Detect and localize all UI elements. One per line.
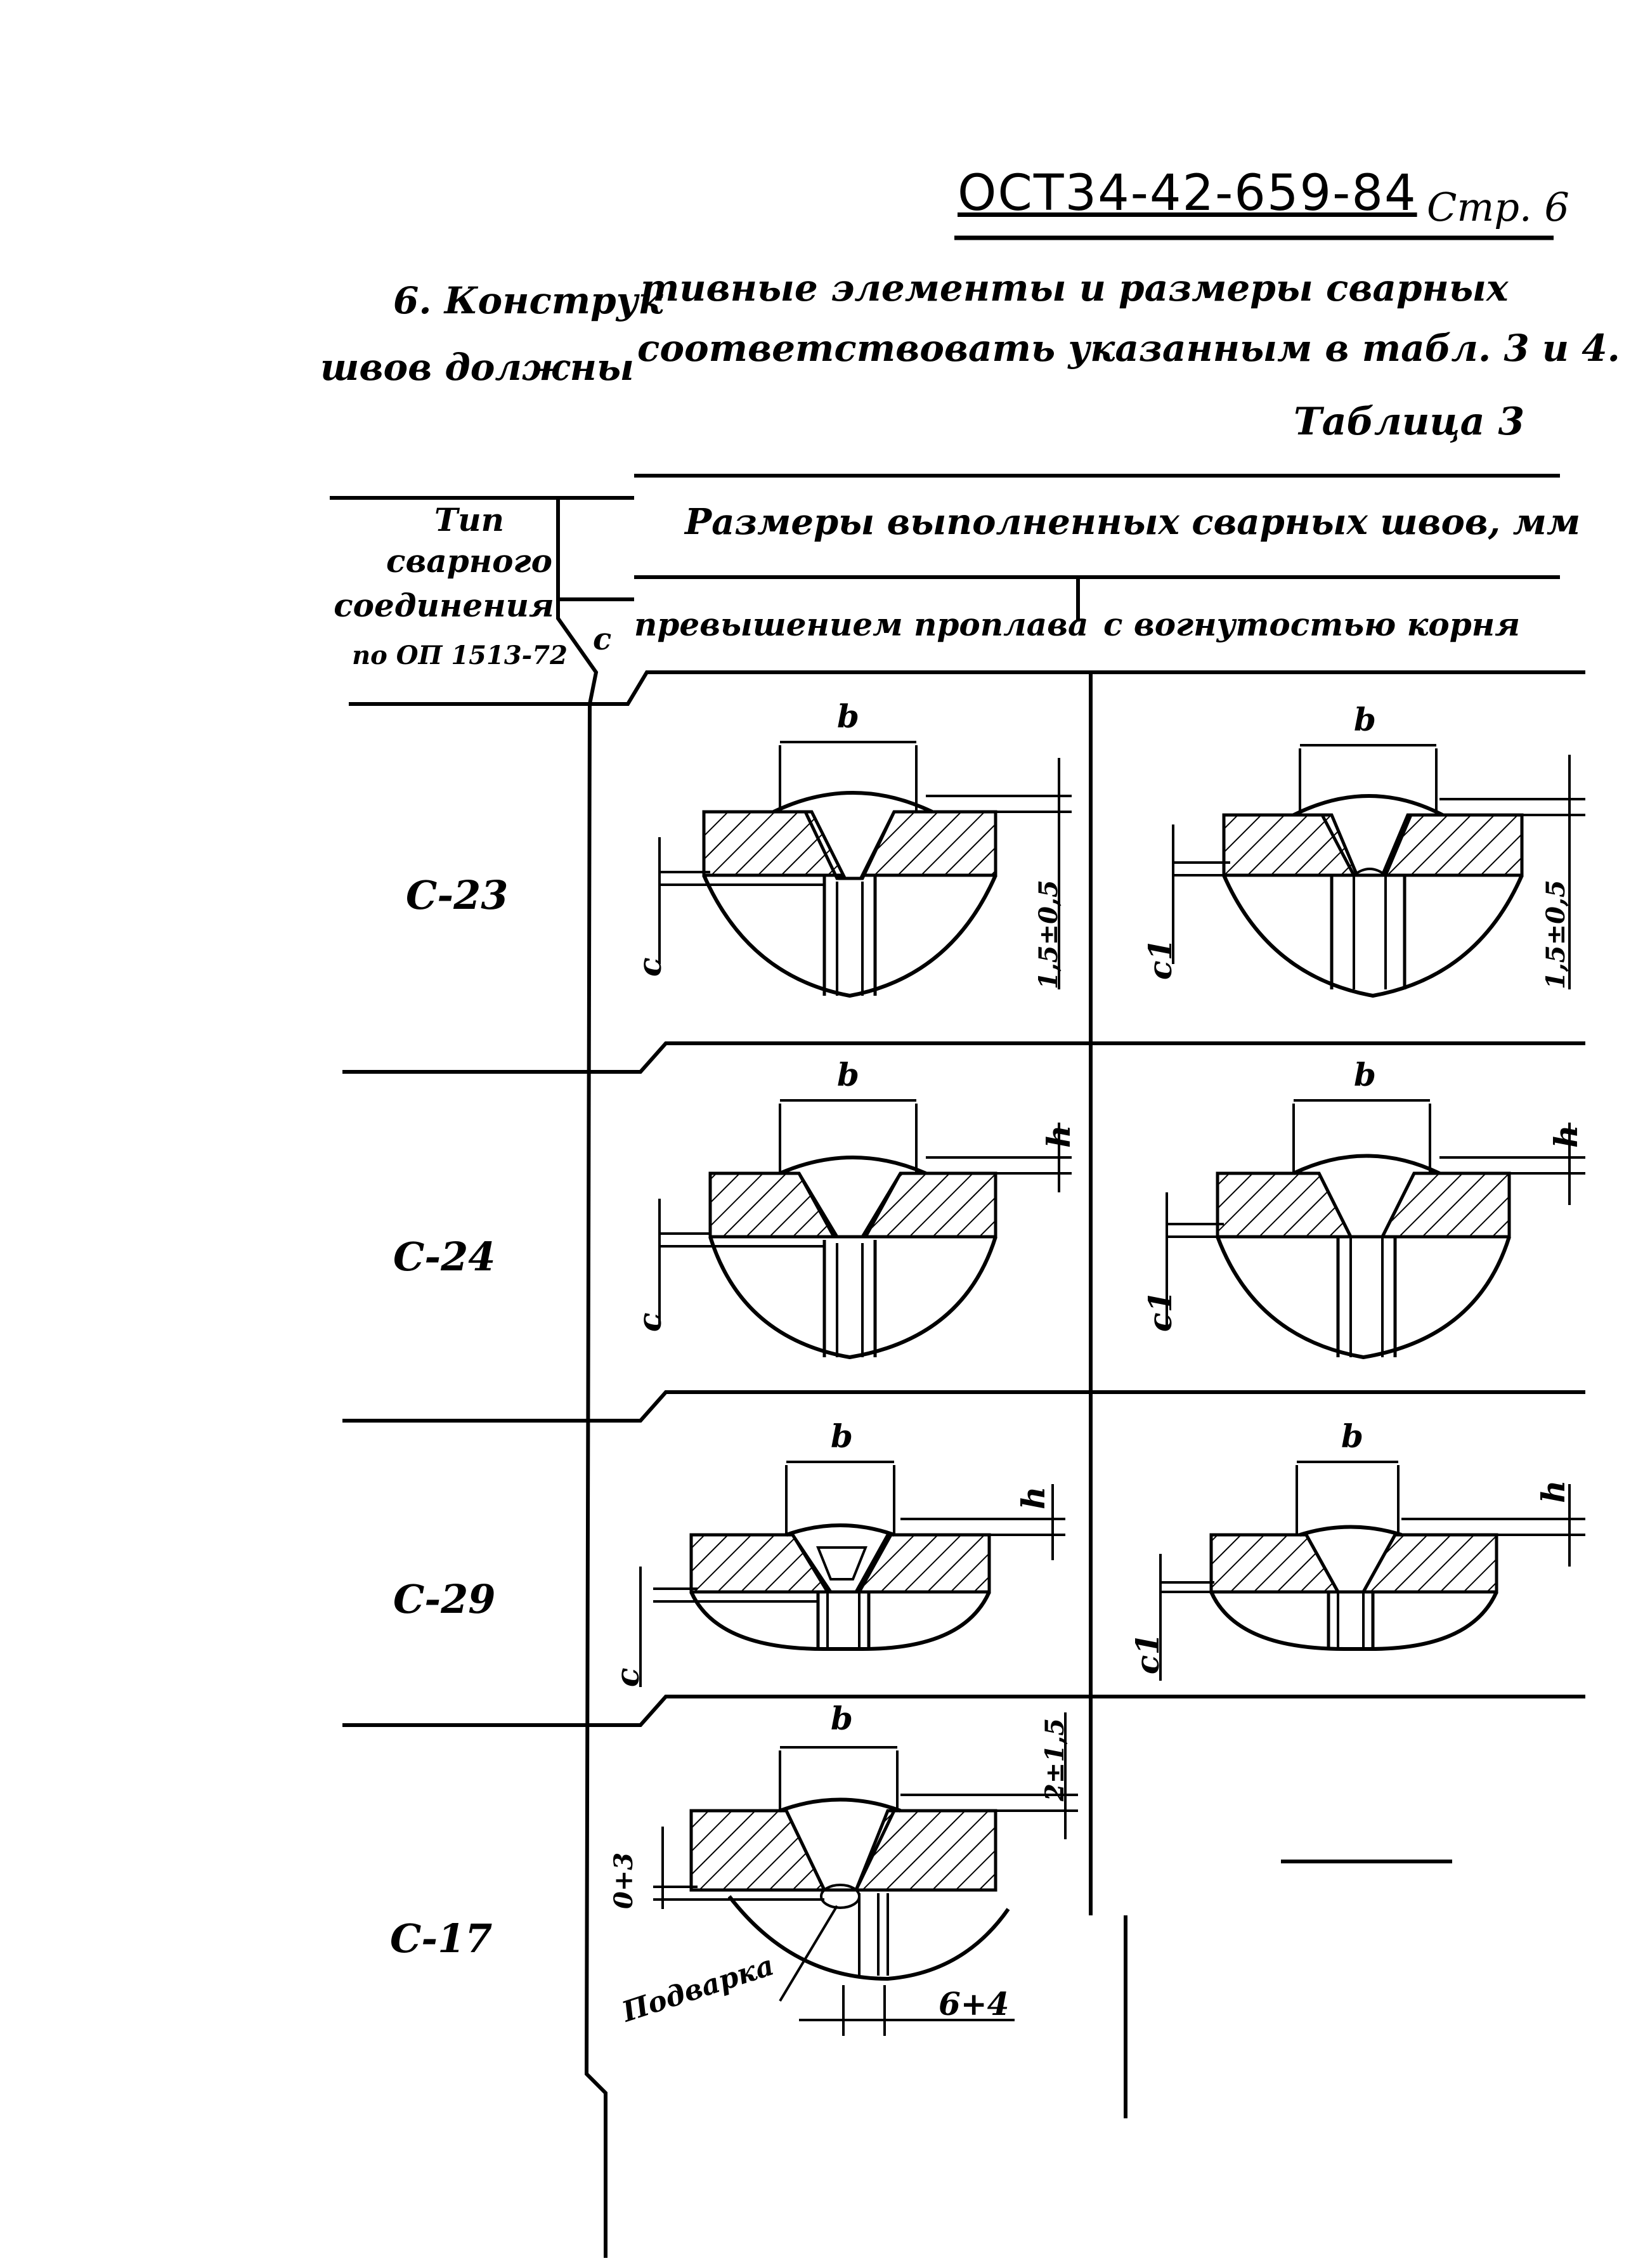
- paragraph-line2-left: швов должны: [320, 346, 634, 389]
- dim-c-c29: c: [609, 1667, 646, 1687]
- row-type-c29: С-29: [393, 1576, 496, 1622]
- dim-b-c23-left: b: [837, 698, 859, 735]
- dim-h-c24-left: h: [1040, 1124, 1077, 1148]
- sub-header-left-prefix: с: [593, 622, 612, 657]
- sub-header-right: с вогнутостью корня: [1103, 606, 1520, 643]
- weld-drawing-c24-left: [659, 1100, 1072, 1357]
- col-type-header-line2: сварного: [386, 542, 552, 580]
- col-type-header-line4: по ОП 1513-72: [352, 641, 568, 670]
- podvarka-label: Подварка: [618, 1949, 778, 2029]
- dim-h-c29-right: h: [1535, 1480, 1572, 1503]
- dim-b-c24-right: b: [1354, 1056, 1376, 1093]
- row-type-c17: С-17: [390, 1915, 493, 1962]
- dim-h-c29-left: h: [1015, 1486, 1052, 1509]
- dim-b-c29-right: b: [1341, 1418, 1363, 1455]
- weld-drawing-c24-right: [1167, 1100, 1585, 1357]
- document-code: ОСТ34-42-659-84: [958, 165, 1417, 222]
- weld-drawing-c23-right: [1173, 745, 1585, 996]
- dim-h-c24-right: h: [1547, 1124, 1585, 1148]
- dim-c1-c29: c1: [1129, 1633, 1166, 1674]
- col-type-header-line3: соединения: [334, 587, 554, 624]
- dim-c-c23: c: [631, 957, 668, 977]
- dim-b-c17-left: b: [831, 1700, 853, 1737]
- dim-tol-c23-right: 1,5±0,5: [1541, 880, 1571, 989]
- sub-header-left: превышением проплава: [634, 606, 1089, 643]
- dim-tol-c17-left: 2±1,5: [1040, 1718, 1070, 1801]
- paragraph-line2-right: соответствовать указанным в табл. 3 и 4.: [637, 327, 1620, 370]
- paragraph-line1-right: тивные элементы и размеры сварных: [640, 266, 1509, 310]
- dim-b-c24-left: b: [837, 1056, 859, 1093]
- dim-b-c23-right: b: [1354, 701, 1376, 738]
- weld-drawing-c23-left: [659, 742, 1072, 996]
- dim-c-c24: c: [631, 1312, 668, 1332]
- row-type-c24: С-24: [393, 1234, 496, 1280]
- dim-c1-c23: c1: [1141, 938, 1179, 980]
- dim-c1-c24: c1: [1141, 1290, 1179, 1332]
- weld-drawing-c29-left: [640, 1462, 1065, 1687]
- dim-tol-c17-gap: 0+3: [609, 1852, 639, 1909]
- table-caption: Таблица 3: [1294, 400, 1525, 444]
- weld-drawing-c29-right: [1160, 1462, 1585, 1681]
- dim-b-c29-left: b: [831, 1418, 853, 1455]
- group-header: Размеры выполненных сварных швов, мм: [685, 501, 1581, 543]
- page-number: Стр. 6: [1427, 184, 1569, 230]
- row-type-c23: С-23: [406, 872, 509, 918]
- col-type-header-line1: Тип: [434, 501, 504, 538]
- dim-tol-c23-left: 1,5±0,5: [1034, 880, 1063, 989]
- paragraph-line1-left: 6. Конструк: [393, 279, 663, 322]
- dim-6-4: 6+4: [939, 1985, 1010, 2023]
